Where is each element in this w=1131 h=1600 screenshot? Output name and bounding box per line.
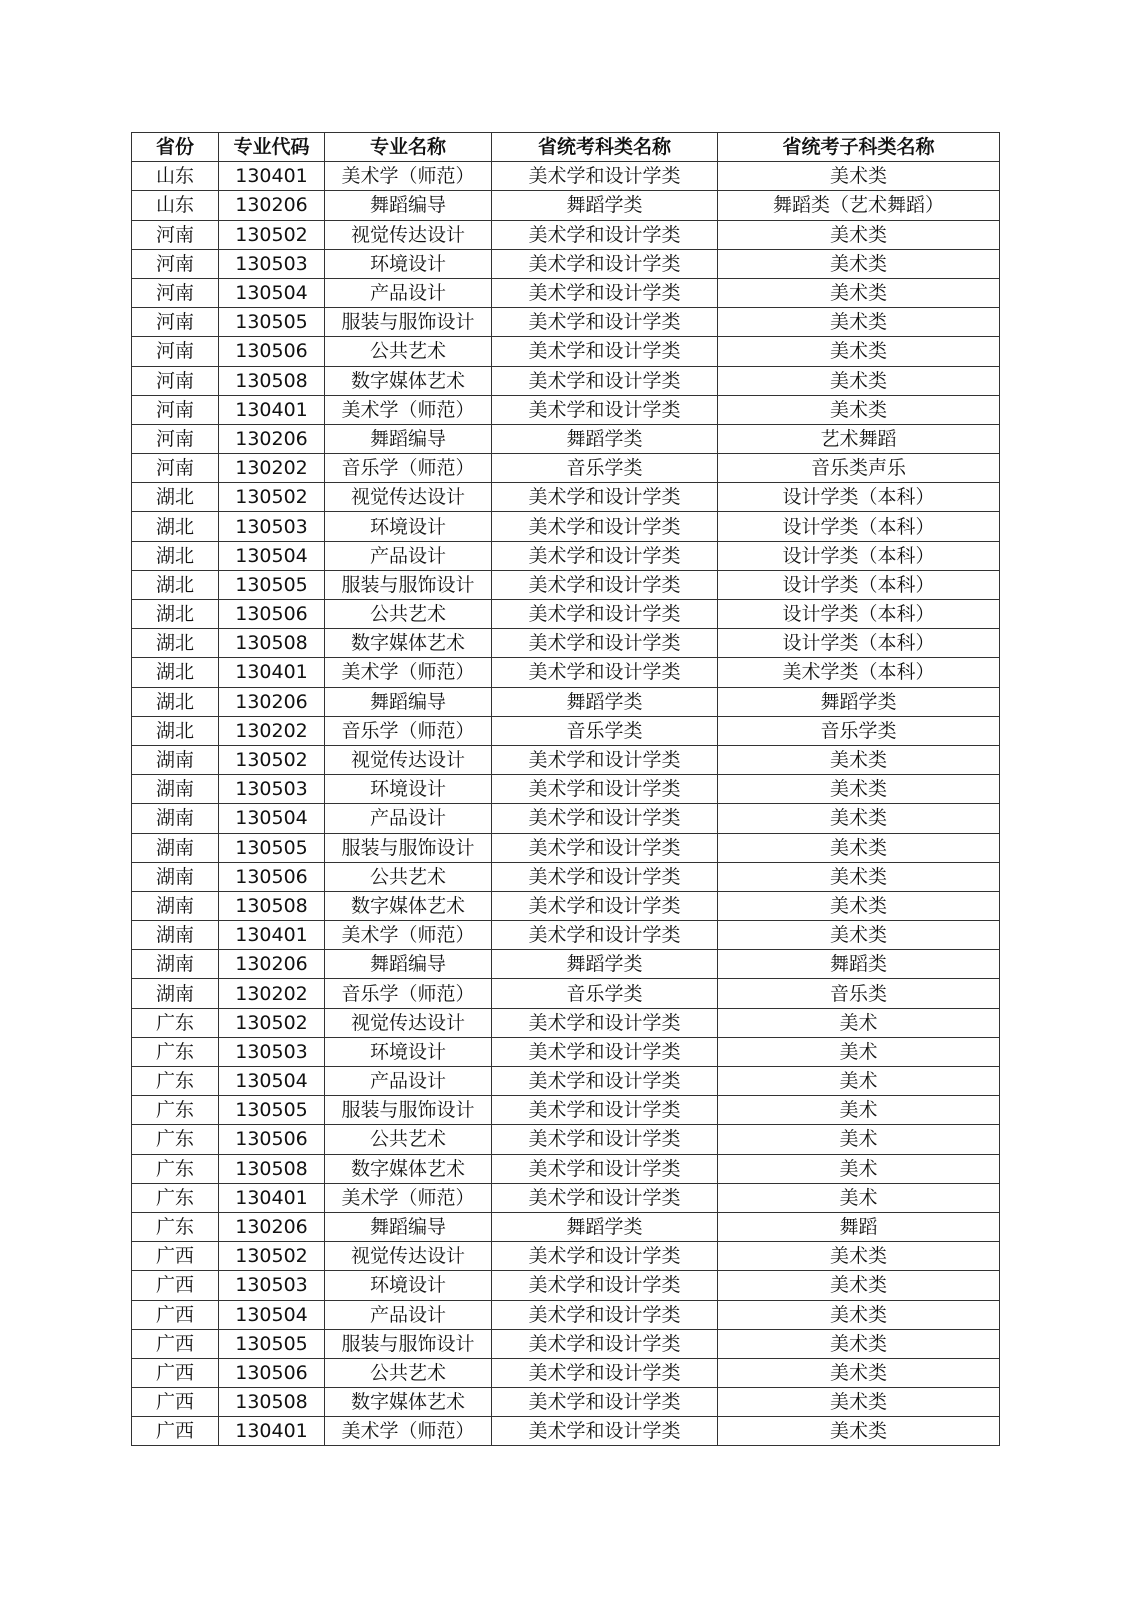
table-body	[132, 162, 1000, 1446]
cell-exam-subcategory: 设计学类（本科）	[718, 512, 1000, 541]
cell-major-code: 130506	[219, 862, 325, 891]
cell-major-name: 视觉传达设计	[325, 1008, 492, 1037]
cell-province: 湖北	[132, 600, 219, 629]
cell-major-code: 130505	[219, 833, 325, 862]
cell-exam-category: 美术学和设计学类	[492, 278, 718, 307]
cell-major-name: 视觉传达设计	[325, 483, 492, 512]
cell-province: 广东	[132, 1125, 219, 1154]
cell-exam-subcategory: 美术	[718, 1183, 1000, 1212]
cell-major-code: 130508	[219, 1388, 325, 1417]
cell-major-name: 产品设计	[325, 541, 492, 570]
cell-exam-category: 美术学和设计学类	[492, 395, 718, 424]
cell-exam-subcategory: 美术类	[718, 1388, 1000, 1417]
cell-major-name: 公共艺术	[325, 862, 492, 891]
cell-province: 广西	[132, 1417, 219, 1446]
table-row	[132, 716, 1000, 745]
cell-exam-subcategory: 美术	[718, 1096, 1000, 1125]
cell-exam-category: 美术学和设计学类	[492, 1388, 718, 1417]
cell-exam-category: 美术学和设计学类	[492, 629, 718, 658]
cell-exam-category: 美术学和设计学类	[492, 833, 718, 862]
cell-major-code: 130202	[219, 454, 325, 483]
cell-province: 湖南	[132, 775, 219, 804]
cell-major-name: 美术学（师范）	[325, 921, 492, 950]
cell-province: 广西	[132, 1271, 219, 1300]
table-row	[132, 308, 1000, 337]
cell-exam-category: 舞蹈学类	[492, 1212, 718, 1241]
cell-major-name: 视觉传达设计	[325, 220, 492, 249]
table-row	[132, 862, 1000, 891]
cell-exam-subcategory: 美术类	[718, 1300, 1000, 1329]
cell-exam-subcategory: 舞蹈	[718, 1212, 1000, 1241]
table-row	[132, 278, 1000, 307]
cell-major-name: 舞蹈编导	[325, 1212, 492, 1241]
table-row	[132, 1271, 1000, 1300]
table-row	[132, 1008, 1000, 1037]
cell-exam-category: 美术学和设计学类	[492, 891, 718, 920]
cell-exam-subcategory: 舞蹈类	[718, 950, 1000, 979]
cell-exam-subcategory: 美术类	[718, 804, 1000, 833]
cell-province: 湖北	[132, 512, 219, 541]
cell-major-code: 130505	[219, 1096, 325, 1125]
cell-province: 山东	[132, 162, 219, 191]
cell-major-code: 130503	[219, 775, 325, 804]
cell-province: 河南	[132, 337, 219, 366]
table-row	[132, 629, 1000, 658]
cell-province: 湖北	[132, 716, 219, 745]
table-row	[132, 366, 1000, 395]
cell-major-name: 服装与服饰设计	[325, 833, 492, 862]
header-major-code: 专业代码	[219, 133, 325, 162]
cell-province: 广东	[132, 1183, 219, 1212]
cell-major-code: 130206	[219, 191, 325, 220]
cell-exam-subcategory: 音乐类声乐	[718, 454, 1000, 483]
cell-exam-category: 美术学和设计学类	[492, 1037, 718, 1066]
cell-exam-category: 美术学和设计学类	[492, 1242, 718, 1271]
cell-major-code: 130202	[219, 979, 325, 1008]
cell-major-name: 舞蹈编导	[325, 950, 492, 979]
cell-province: 广东	[132, 1154, 219, 1183]
cell-exam-subcategory: 设计学类（本科）	[718, 600, 1000, 629]
table-row	[132, 950, 1000, 979]
cell-major-code: 130506	[219, 1358, 325, 1387]
table-row	[132, 1212, 1000, 1241]
cell-major-name: 服装与服饰设计	[325, 1096, 492, 1125]
cell-province: 广西	[132, 1300, 219, 1329]
cell-province: 湖南	[132, 745, 219, 774]
cell-province: 山东	[132, 191, 219, 220]
cell-exam-subcategory: 美术类	[718, 833, 1000, 862]
table-row	[132, 1329, 1000, 1358]
cell-major-code: 130506	[219, 1125, 325, 1154]
table-row	[132, 658, 1000, 687]
cell-exam-subcategory: 音乐学类	[718, 716, 1000, 745]
cell-exam-subcategory: 美术类	[718, 366, 1000, 395]
cell-major-code: 130504	[219, 278, 325, 307]
cell-major-code: 130504	[219, 1067, 325, 1096]
cell-province: 河南	[132, 249, 219, 278]
cell-province: 广东	[132, 1008, 219, 1037]
cell-exam-category: 美术学和设计学类	[492, 745, 718, 774]
cell-exam-subcategory: 美术类	[718, 278, 1000, 307]
cell-major-name: 公共艺术	[325, 600, 492, 629]
cell-major-code: 130401	[219, 395, 325, 424]
cell-exam-category: 美术学和设计学类	[492, 1271, 718, 1300]
cell-province: 广西	[132, 1358, 219, 1387]
cell-province: 湖南	[132, 804, 219, 833]
cell-major-code: 130505	[219, 1329, 325, 1358]
cell-exam-category: 美术学和设计学类	[492, 512, 718, 541]
table-row	[132, 162, 1000, 191]
header-exam-subcategory: 省统考子科类名称	[718, 133, 1000, 162]
cell-major-name: 美术学（师范）	[325, 1417, 492, 1446]
table-row	[132, 745, 1000, 774]
cell-major-name: 数字媒体艺术	[325, 629, 492, 658]
cell-exam-subcategory: 美术类	[718, 775, 1000, 804]
cell-major-code: 130503	[219, 1271, 325, 1300]
cell-major-name: 环境设计	[325, 1037, 492, 1066]
cell-major-name: 舞蹈编导	[325, 687, 492, 716]
cell-province: 广西	[132, 1242, 219, 1271]
cell-exam-category: 美术学和设计学类	[492, 1300, 718, 1329]
table-row	[132, 570, 1000, 599]
cell-major-code: 130505	[219, 308, 325, 337]
cell-exam-category: 美术学和设计学类	[492, 775, 718, 804]
cell-exam-category: 美术学和设计学类	[492, 804, 718, 833]
cell-major-name: 舞蹈编导	[325, 191, 492, 220]
cell-major-code: 130401	[219, 921, 325, 950]
cell-exam-category: 美术学和设计学类	[492, 1125, 718, 1154]
cell-exam-category: 美术学和设计学类	[492, 162, 718, 191]
table-row	[132, 600, 1000, 629]
cell-province: 河南	[132, 278, 219, 307]
table-header-row	[132, 133, 1000, 162]
cell-major-code: 130504	[219, 541, 325, 570]
table-row	[132, 1037, 1000, 1066]
cell-province: 湖北	[132, 687, 219, 716]
cell-province: 湖南	[132, 950, 219, 979]
cell-province: 湖北	[132, 629, 219, 658]
table-row	[132, 687, 1000, 716]
cell-major-name: 产品设计	[325, 278, 492, 307]
cell-major-name: 环境设计	[325, 775, 492, 804]
cell-province: 湖南	[132, 921, 219, 950]
table-row	[132, 1067, 1000, 1096]
cell-exam-subcategory: 美术类	[718, 862, 1000, 891]
cell-exam-category: 美术学和设计学类	[492, 220, 718, 249]
cell-exam-category: 舞蹈学类	[492, 191, 718, 220]
table-row	[132, 804, 1000, 833]
cell-major-name: 数字媒体艺术	[325, 1154, 492, 1183]
cell-major-code: 130502	[219, 1242, 325, 1271]
table-row	[132, 1183, 1000, 1212]
cell-major-name: 公共艺术	[325, 1358, 492, 1387]
table-row	[132, 979, 1000, 1008]
cell-exam-category: 美术学和设计学类	[492, 1154, 718, 1183]
cell-province: 湖南	[132, 979, 219, 1008]
cell-major-name: 舞蹈编导	[325, 424, 492, 453]
cell-major-name: 音乐学（师范）	[325, 716, 492, 745]
cell-major-name: 服装与服饰设计	[325, 1329, 492, 1358]
cell-province: 河南	[132, 454, 219, 483]
cell-exam-subcategory: 设计学类（本科）	[718, 541, 1000, 570]
cell-major-code: 130503	[219, 512, 325, 541]
cell-major-code: 130202	[219, 716, 325, 745]
cell-province: 湖北	[132, 541, 219, 570]
cell-major-name: 视觉传达设计	[325, 745, 492, 774]
cell-exam-subcategory: 美术	[718, 1125, 1000, 1154]
cell-exam-category: 美术学和设计学类	[492, 1183, 718, 1212]
cell-province: 河南	[132, 424, 219, 453]
cell-exam-category: 音乐学类	[492, 716, 718, 745]
table-row	[132, 483, 1000, 512]
cell-exam-subcategory: 美术类	[718, 745, 1000, 774]
header-province: 省份	[132, 133, 219, 162]
majors-table	[131, 132, 1000, 1446]
cell-major-code: 130506	[219, 600, 325, 629]
table-row	[132, 541, 1000, 570]
cell-exam-subcategory: 设计学类（本科）	[718, 629, 1000, 658]
cell-exam-subcategory: 舞蹈学类	[718, 687, 1000, 716]
cell-province: 湖北	[132, 483, 219, 512]
cell-exam-subcategory: 艺术舞蹈	[718, 424, 1000, 453]
table-row	[132, 395, 1000, 424]
cell-exam-subcategory: 美术类	[718, 337, 1000, 366]
cell-province: 广西	[132, 1329, 219, 1358]
cell-exam-category: 美术学和设计学类	[492, 570, 718, 599]
cell-exam-subcategory: 美术类	[718, 1329, 1000, 1358]
cell-exam-subcategory: 美术类	[718, 308, 1000, 337]
cell-major-name: 环境设计	[325, 249, 492, 278]
cell-major-code: 130504	[219, 1300, 325, 1329]
cell-major-code: 130206	[219, 950, 325, 979]
cell-province: 河南	[132, 395, 219, 424]
cell-exam-category: 舞蹈学类	[492, 424, 718, 453]
cell-exam-subcategory: 美术类	[718, 249, 1000, 278]
cell-major-name: 数字媒体艺术	[325, 891, 492, 920]
cell-major-code: 130502	[219, 1008, 325, 1037]
cell-exam-subcategory: 音乐类	[718, 979, 1000, 1008]
header-exam-category: 省统考科类名称	[492, 133, 718, 162]
cell-major-code: 130206	[219, 1212, 325, 1241]
cell-major-name: 服装与服饰设计	[325, 570, 492, 599]
cell-province: 河南	[132, 308, 219, 337]
cell-major-name: 美术学（师范）	[325, 162, 492, 191]
table-row	[132, 1125, 1000, 1154]
cell-exam-category: 美术学和设计学类	[492, 862, 718, 891]
cell-province: 河南	[132, 220, 219, 249]
cell-major-code: 130502	[219, 745, 325, 774]
cell-exam-subcategory: 美术类	[718, 1242, 1000, 1271]
cell-major-name: 数字媒体艺术	[325, 366, 492, 395]
cell-major-name: 数字媒体艺术	[325, 1388, 492, 1417]
cell-major-name: 产品设计	[325, 1300, 492, 1329]
cell-province: 广东	[132, 1067, 219, 1096]
cell-exam-subcategory: 美术	[718, 1037, 1000, 1066]
cell-major-code: 130206	[219, 687, 325, 716]
cell-major-name: 公共艺术	[325, 1125, 492, 1154]
table-row	[132, 1358, 1000, 1387]
cell-province: 广东	[132, 1212, 219, 1241]
table-row	[132, 921, 1000, 950]
table-row	[132, 512, 1000, 541]
cell-exam-category: 美术学和设计学类	[492, 366, 718, 395]
table-row	[132, 249, 1000, 278]
table-row	[132, 191, 1000, 220]
table-row	[132, 1242, 1000, 1271]
cell-exam-subcategory: 美术类	[718, 1417, 1000, 1446]
cell-exam-subcategory: 美术学类（本科）	[718, 658, 1000, 687]
cell-major-code: 130508	[219, 629, 325, 658]
cell-exam-category: 音乐学类	[492, 454, 718, 483]
cell-major-name: 美术学（师范）	[325, 658, 492, 687]
cell-major-code: 130503	[219, 249, 325, 278]
cell-major-code: 130505	[219, 570, 325, 599]
table-header	[132, 133, 1000, 162]
cell-major-code: 130206	[219, 424, 325, 453]
cell-major-code: 130401	[219, 1417, 325, 1446]
cell-major-code: 130502	[219, 220, 325, 249]
cell-exam-category: 美术学和设计学类	[492, 483, 718, 512]
cell-province: 湖南	[132, 833, 219, 862]
cell-major-name: 视觉传达设计	[325, 1242, 492, 1271]
table-row	[132, 1388, 1000, 1417]
cell-province: 广东	[132, 1096, 219, 1125]
cell-major-code: 130401	[219, 658, 325, 687]
cell-major-name: 音乐学（师范）	[325, 454, 492, 483]
cell-major-code: 130506	[219, 337, 325, 366]
cell-exam-category: 舞蹈学类	[492, 687, 718, 716]
cell-province: 湖南	[132, 891, 219, 920]
table-row	[132, 891, 1000, 920]
table-row	[132, 775, 1000, 804]
cell-major-code: 130503	[219, 1037, 325, 1066]
cell-province: 广东	[132, 1037, 219, 1066]
cell-exam-subcategory: 设计学类（本科）	[718, 483, 1000, 512]
cell-exam-category: 美术学和设计学类	[492, 1417, 718, 1446]
cell-major-name: 环境设计	[325, 512, 492, 541]
cell-major-code: 130504	[219, 804, 325, 833]
cell-major-code: 130401	[219, 162, 325, 191]
cell-major-code: 130401	[219, 1183, 325, 1212]
cell-exam-subcategory: 美术类	[718, 891, 1000, 920]
cell-exam-subcategory: 美术类	[718, 220, 1000, 249]
cell-major-name: 产品设计	[325, 804, 492, 833]
table-row	[132, 1300, 1000, 1329]
cell-exam-subcategory: 美术类	[718, 162, 1000, 191]
cell-major-name: 服装与服饰设计	[325, 308, 492, 337]
cell-major-name: 公共艺术	[325, 337, 492, 366]
cell-exam-category: 音乐学类	[492, 979, 718, 1008]
table-row	[132, 337, 1000, 366]
cell-province: 广西	[132, 1388, 219, 1417]
cell-exam-subcategory: 美术	[718, 1008, 1000, 1037]
cell-major-code: 130502	[219, 483, 325, 512]
cell-exam-category: 美术学和设计学类	[492, 1358, 718, 1387]
cell-exam-category: 美术学和设计学类	[492, 249, 718, 278]
cell-exam-subcategory: 美术类	[718, 1271, 1000, 1300]
cell-exam-category: 美术学和设计学类	[492, 308, 718, 337]
cell-province: 湖北	[132, 658, 219, 687]
table-row	[132, 424, 1000, 453]
cell-province: 河南	[132, 366, 219, 395]
cell-exam-subcategory: 设计学类（本科）	[718, 570, 1000, 599]
cell-exam-category: 美术学和设计学类	[492, 1008, 718, 1037]
cell-major-code: 130508	[219, 1154, 325, 1183]
cell-exam-category: 美术学和设计学类	[492, 658, 718, 687]
cell-province: 湖南	[132, 862, 219, 891]
cell-province: 湖北	[132, 570, 219, 599]
cell-exam-category: 美术学和设计学类	[492, 1067, 718, 1096]
cell-major-code: 130508	[219, 891, 325, 920]
cell-exam-category: 美术学和设计学类	[492, 541, 718, 570]
table-row	[132, 1417, 1000, 1446]
cell-major-name: 环境设计	[325, 1271, 492, 1300]
cell-major-name: 音乐学（师范）	[325, 979, 492, 1008]
cell-exam-category: 美术学和设计学类	[492, 921, 718, 950]
cell-major-code: 130508	[219, 366, 325, 395]
header-major-name: 专业名称	[325, 133, 492, 162]
cell-exam-category: 美术学和设计学类	[492, 600, 718, 629]
table-row	[132, 1096, 1000, 1125]
cell-exam-subcategory: 美术	[718, 1067, 1000, 1096]
cell-exam-category: 美术学和设计学类	[492, 1096, 718, 1125]
cell-exam-category: 舞蹈学类	[492, 950, 718, 979]
cell-exam-subcategory: 舞蹈类（艺术舞蹈）	[718, 191, 1000, 220]
table-row	[132, 454, 1000, 483]
cell-exam-subcategory: 美术类	[718, 395, 1000, 424]
table-row	[132, 833, 1000, 862]
cell-major-name: 美术学（师范）	[325, 395, 492, 424]
cell-exam-category: 美术学和设计学类	[492, 1329, 718, 1358]
cell-exam-category: 美术学和设计学类	[492, 337, 718, 366]
cell-exam-subcategory: 美术	[718, 1154, 1000, 1183]
cell-major-name: 美术学（师范）	[325, 1183, 492, 1212]
cell-major-name: 产品设计	[325, 1067, 492, 1096]
table-row	[132, 220, 1000, 249]
cell-exam-subcategory: 美术类	[718, 1358, 1000, 1387]
table-row	[132, 1154, 1000, 1183]
cell-exam-subcategory: 美术类	[718, 921, 1000, 950]
